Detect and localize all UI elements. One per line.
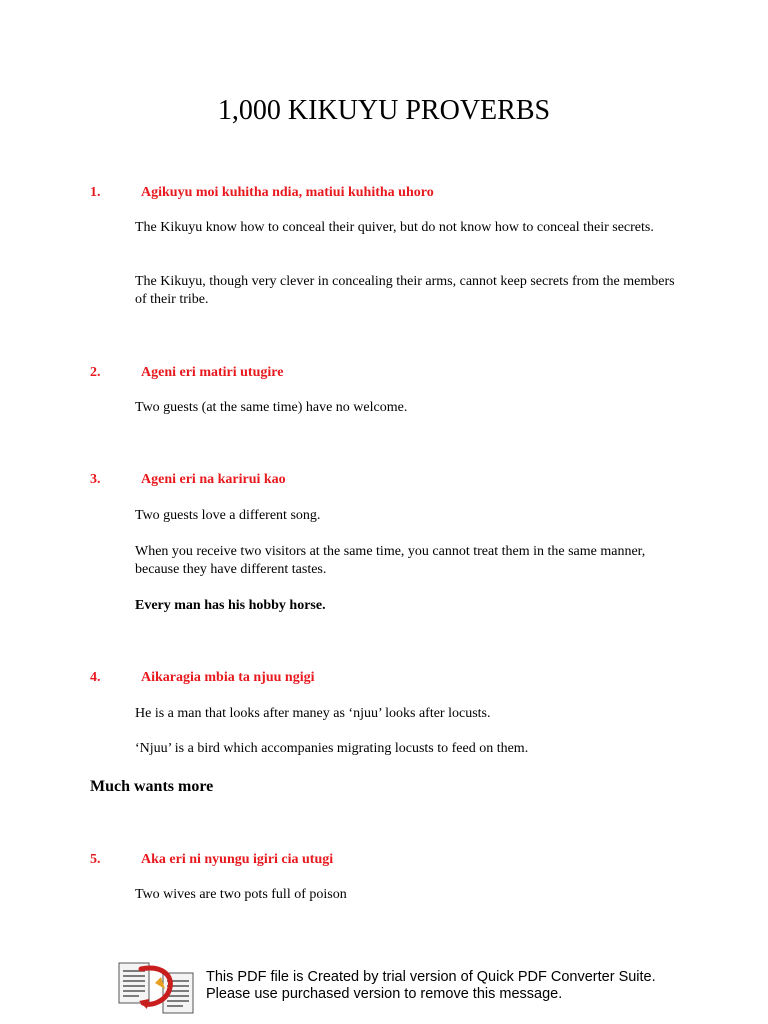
trial-watermark-line-1: This PDF file is Created by trial version of Quick PDF Converter Suite.	[206, 969, 656, 985]
proverb-4-explanation: ‘Njuu’ is a bird which accompanies migrating locusts to feed on them.	[135, 741, 529, 756]
proverb-4-moral: Much wants more	[90, 778, 214, 795]
trial-watermark-text	[206, 969, 656, 1003]
proverb-3-translation: Two guests love a different song.	[135, 508, 321, 523]
proverb-3-moral: Every man has his hobby horse.	[135, 598, 326, 613]
trial-watermark-line-2: Please use purchased version to remove this message.	[206, 986, 563, 1002]
proverb-5-heading: Aka eri ni nyungu igiri cia utugi	[141, 852, 334, 867]
proverb-2-translation: Two guests (at the same time) have no welcome.	[135, 400, 408, 415]
pdf-converter-logo-icon	[117, 961, 195, 1015]
proverb-5-number: 5.	[90, 852, 101, 867]
proverb-1-explanation: The Kikuyu, though very clever in concealing their arms, cannot keep secrets from the members of their tribe.	[135, 274, 675, 307]
proverb-5-translation: Two wives are two pots full of poison	[135, 887, 347, 902]
proverb-3-heading: Ageni eri na karirui kao	[141, 472, 286, 487]
proverb-4-translation: He is a man that looks after maney as ‘njuu’ looks after locusts.	[135, 706, 491, 721]
proverb-2-number: 2.	[90, 365, 101, 380]
proverb-1-translation: The Kikuyu know how to conceal their quiver, but do not know how to conceal their secrets.	[135, 220, 654, 235]
proverb-1-number: 1.	[90, 185, 101, 200]
proverb-3-number: 3.	[90, 472, 101, 487]
proverb-4-number: 4.	[90, 670, 101, 685]
proverb-1-heading: Agikuyu moi kuhitha ndia, matiui kuhitha uhoro	[141, 185, 434, 200]
proverb-2-heading: Ageni eri matiri utugire	[141, 365, 284, 380]
page-title: 1,000 KIKUYU PROVERBS	[217, 95, 551, 126]
proverb-4-heading: Aikaragia mbia ta njuu ngigi	[141, 670, 315, 685]
proverb-3-explanation: When you receive two visitors at the same time, you cannot treat them in the same manner, because they have different tastes.	[135, 544, 646, 577]
